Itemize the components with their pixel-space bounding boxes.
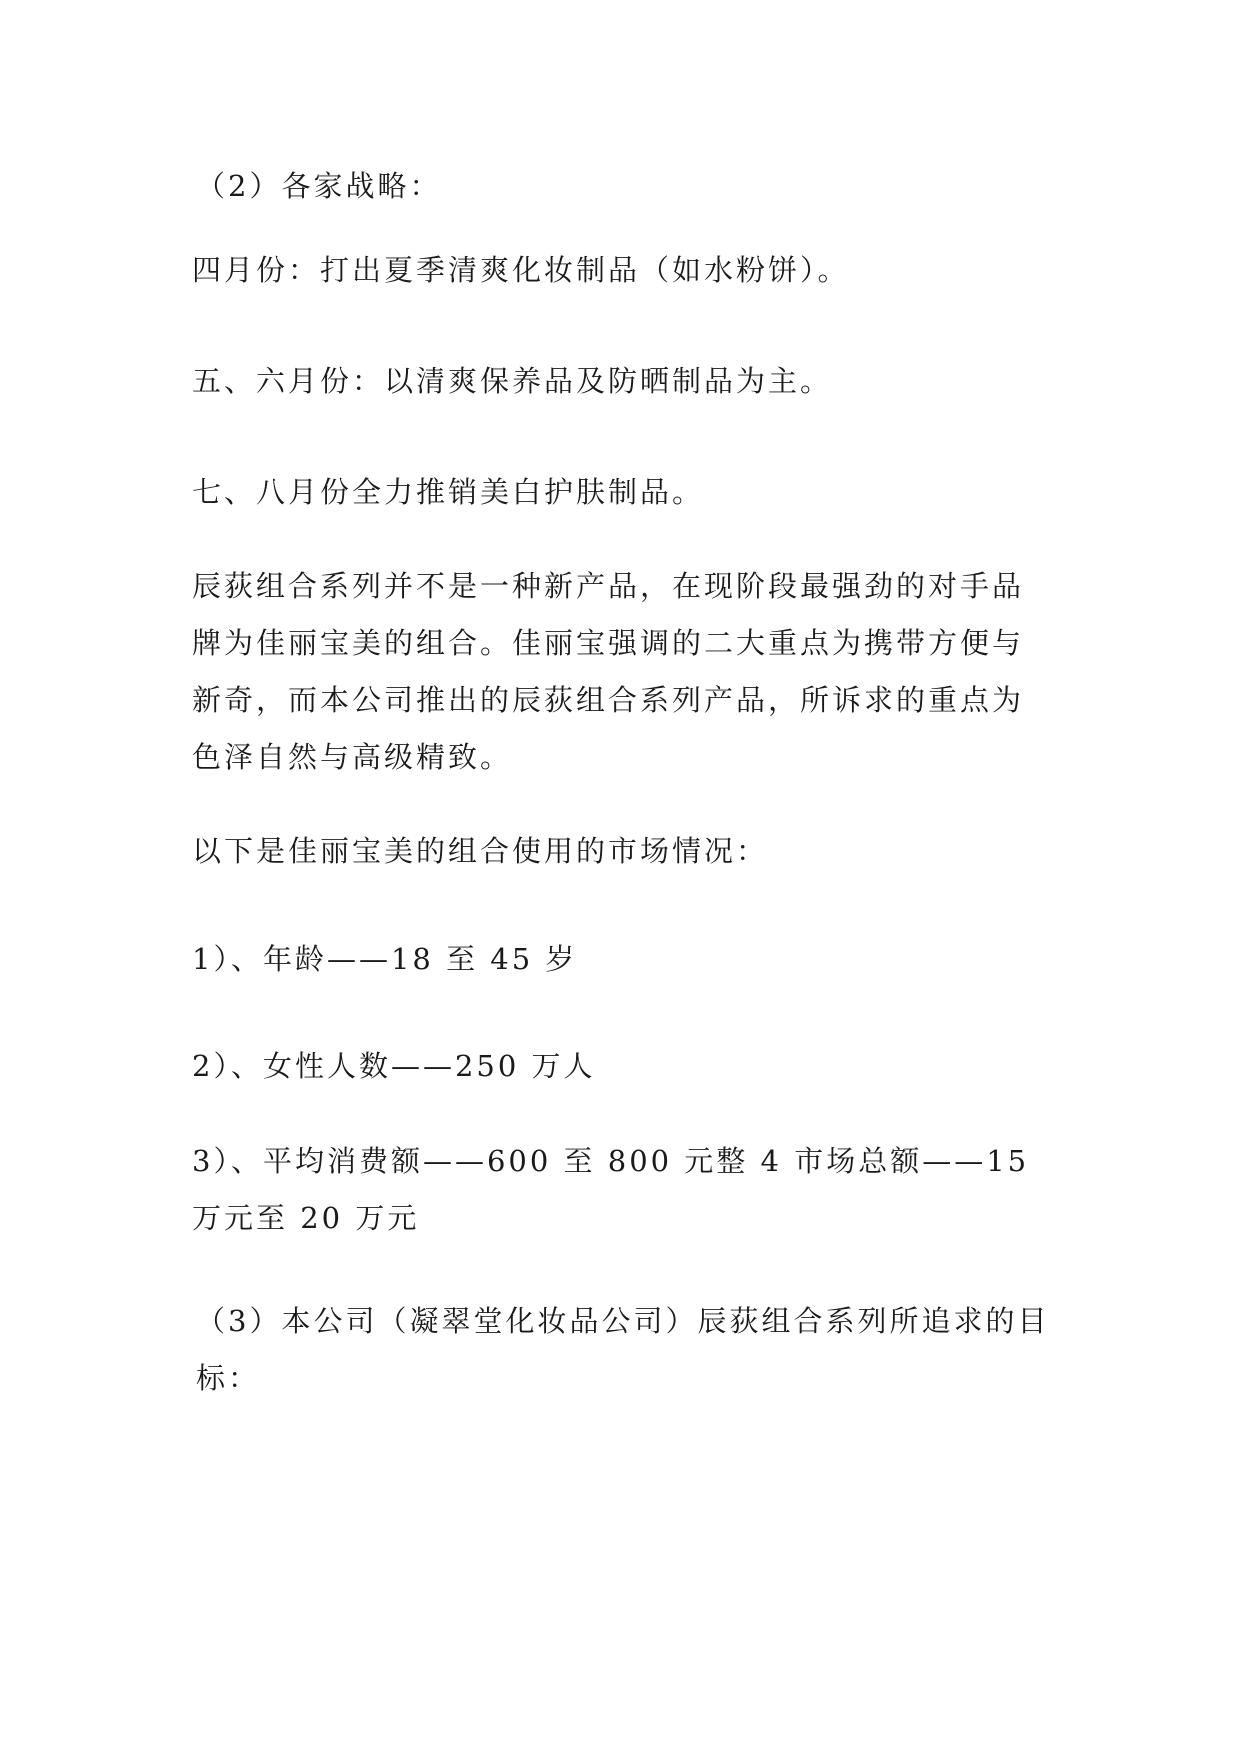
section-heading-strategies: （2）各家战略： <box>196 169 442 203</box>
list-item-female-count: 2）、女性人数——250 万人 <box>192 1049 596 1083</box>
paragraph-market-intro: 以下是佳丽宝美的组合使用的市场情况： <box>192 834 769 868</box>
paragraph-product-comparison: 辰荻组合系列并不是一种新产品，在现阶段最强劲的对手品牌为佳丽宝美的组合。佳丽宝强调的二大重点为携带方便与新奇，而本公司推出的辰荻组合系列产品，所诉求的重点为色泽自然与高级精致。 <box>192 569 1025 774</box>
paragraph-april: 四月份：打出夏季清爽化妆制品（如水粉饼）。 <box>192 253 850 287</box>
section-heading-goals: （3）本公司（凝翠堂化妆品公司）辰荻组合系列所追求的目标： <box>196 1304 1050 1395</box>
paragraph-july-august: 七、八月份全力推销美白护肤制品。 <box>192 475 705 509</box>
list-item-age: 1）、年龄——18 至 45 岁 <box>192 942 578 976</box>
paragraph-may-june: 五、六月份：以清爽保养品及防晒制品为主。 <box>192 364 833 398</box>
list-item-spending: 3）、平均消费额——600 至 800 元整 4 市场总额——15 万元至 20 万元 <box>192 1144 1030 1235</box>
